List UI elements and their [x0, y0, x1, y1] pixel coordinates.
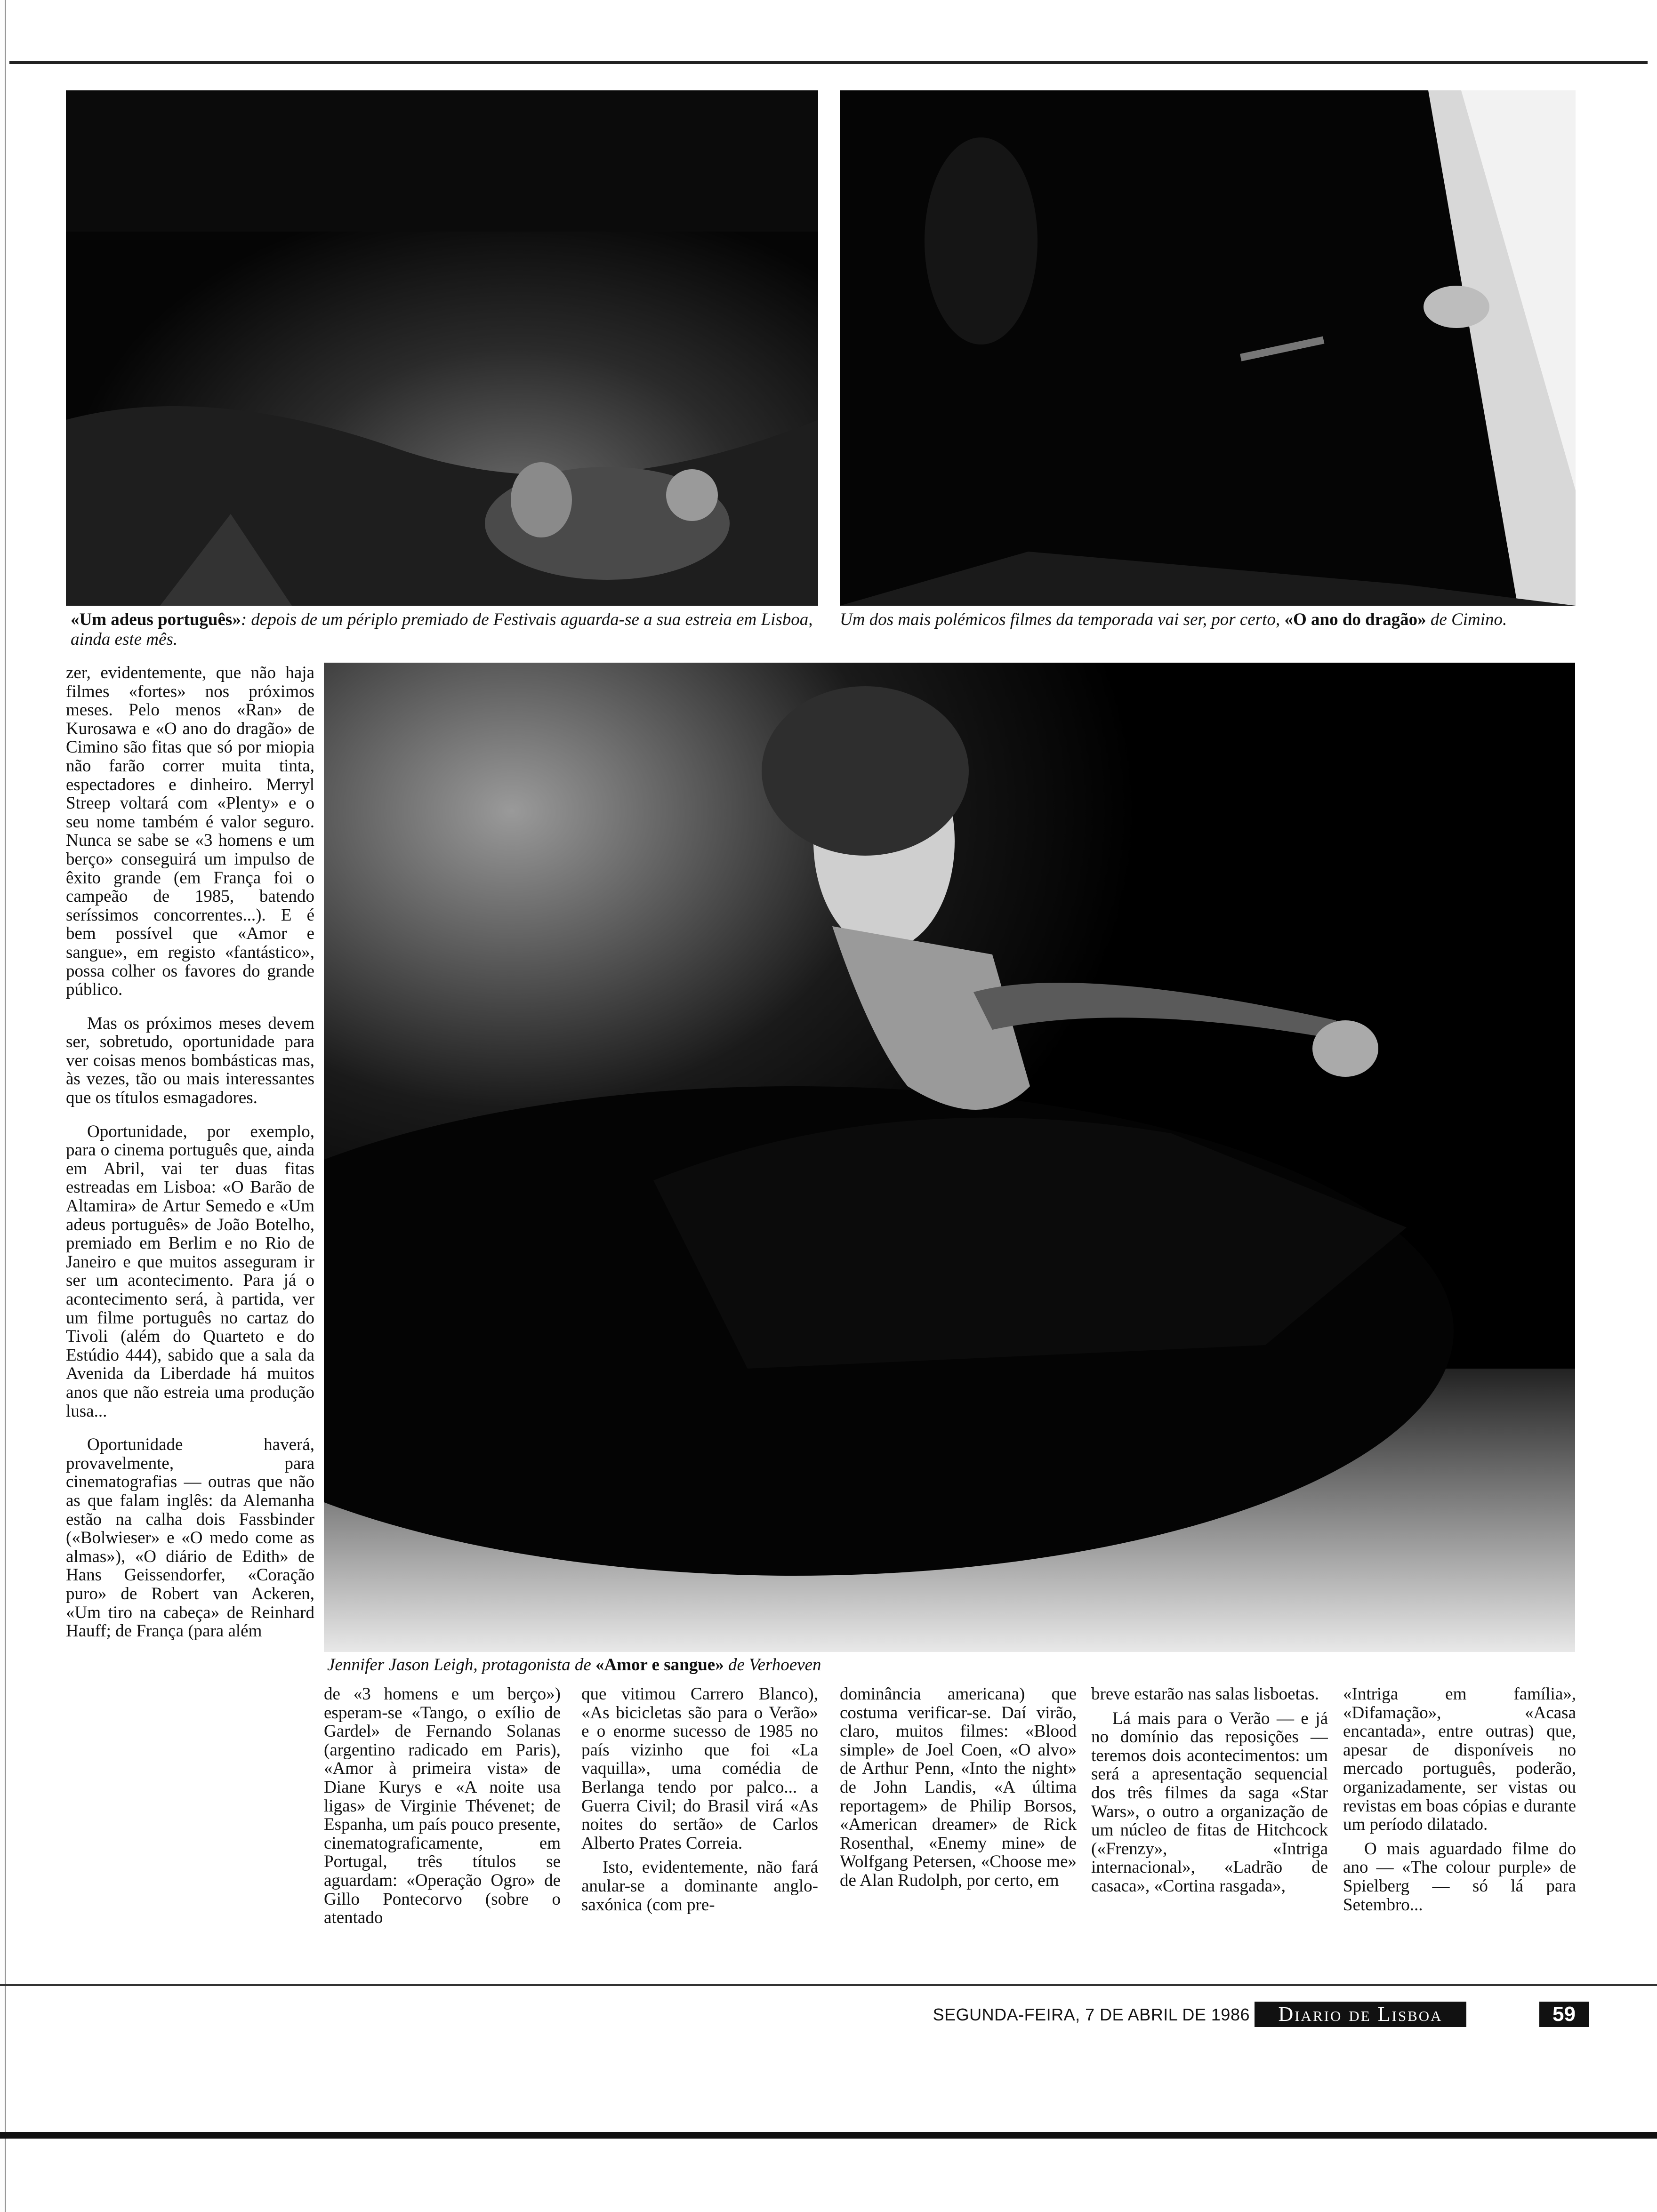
article-column-6	[1343, 1685, 1576, 1948]
article-paragraph: Mas os próximos meses devem ser, sobretudo, oportunidade para ver coisas menos bombásticas mas, às vezes, tão ou mais interessantes que os títulos esmagadores.	[66, 1013, 314, 1108]
caption-photo-2-text-before: Um dos mais polémicos filmes da temporada vai ser, por certo,	[840, 610, 1285, 629]
caption-photo-1-title: «Um adeus português»	[71, 610, 241, 629]
caption-photo-3-title: «Amor e sangue»	[595, 1655, 724, 1675]
footer-masthead-logo: Diario de Lisboa	[1255, 2002, 1466, 2027]
article-column-2	[324, 1685, 561, 1948]
article-paragraph: Lá mais para o Verão — e já no domínio das reposições — teremos dois acontecimentos: um será a apresentação sequencial dos três filmes da saga «Star Wars», o outro a organização de um núcleo de fitas de Hitchcock («Frenzy», «Intriga internacional», «Ladrão de casaca», «Cortina rasgada»,	[1091, 1708, 1328, 1896]
footer-date: SEGUNDA-FEIRA, 7 DE ABRIL DE 1986	[933, 2005, 1250, 2024]
caption-photo-3-text-before: Jennifer Jason Leigh, protagonista de	[327, 1655, 596, 1675]
caption-photo-3-text-after: de Verhoeven	[724, 1655, 821, 1675]
caption-photo-1-text: : depois de um périplo premiado de Festivais aguarda-se a sua estreia em Lisboa, ainda este mês.	[71, 610, 813, 649]
article-left-column	[66, 664, 314, 1958]
article-column-5	[1091, 1685, 1328, 1948]
photo-um-adeus-portugues	[66, 90, 818, 606]
article-paragraph: breve estarão nas salas lisboetas.	[1091, 1685, 1319, 1704]
photo-o-ano-do-dragao-image	[840, 90, 1576, 606]
article-paragraph: zer, evidentemente, que não haja filmes «fortes» nos próximos meses. Pelo menos «Ran» de Kurosawa e «O ano do dragão» de Cimino são fitas que só por miopia não farão correr muita tinta, espectadores e dinheiro. Merryl Streep voltará com «Plenty» e o seu nome também é valor seguro. Nunca se sabe se «3 homens e um berço» conseguirá um impulso de êxito grande (em França foi o campeão de 1985, batendo seríssimos concorrentes...). E é bem possível que «Amor e sangue», em registo «fantástico», possa colher os favores do grande público.	[66, 664, 314, 1000]
article-column-3	[581, 1685, 818, 1948]
article-paragraph: Oportunidade, por exemplo, para o cinema português que, ainda em Abril, vai ter duas fitas estreadas em Lisboa: «O Barão de Altamira» de Artur Semedo e «Um adeus português» de João Botelho, premiado em Berlim e no Rio de Janeiro e que muitos asseguram ir ser um acontecimento. Para já o acontecimento será, à partida, ver um filme português no cartaz do Tivoli (além do Quarteto e do Estúdio 444), sabido que a sala da Avenida da Liberdade há muitos anos que não estreia uma produção lusa...	[66, 1122, 314, 1421]
photo-o-ano-do-dragao	[840, 90, 1576, 606]
article-paragraph: de «3 homens e um berço») esperam-se «Tango, o exílio de Gardel» de Fernando Solanas (argentino radicado em Paris), «Amor à primeira vista» de Diane Kurys e «A noite usa ligas» de Virginie Thévenet; de Espanha, um país pouco presente, cinematograficamente, em Portugal, três títulos se aguardam: «Operação Ogro» de Gillo Pontecorvo (sobre o atentado	[324, 1685, 561, 1928]
article-paragraph: Oportunidade haverá, provavelmente, para cinematografias — outras que não as que falam inglês: da Alemanha estão na calha dois Fassbinder («Bolwieser» e «O medo come as almas»), «O diário de Edith» de Hans Geissendorfer, «Coração puro» de Robert van Ackeren, «Um tiro na cabeça» de Reinhard Hauff; de França (para além	[66, 1435, 314, 1641]
article-paragraph: dominância americana) que costuma verificar-se. Daí virão, claro, muitos filmes: «Blood simple» de Joel Coen, «O alvo» de Arthur Penn, «Into the night» de John Landis, «A última reportagem» de Philip Borsos, «American dreamer» de Rick Rosenthal, «Enemy mine» de Wolfgang Petersen, «Choose me» de Alan Rudolph, por certo, em	[840, 1685, 1077, 1890]
caption-photo-2	[840, 610, 1579, 630]
page-number: 59	[1539, 2002, 1589, 2027]
bottom-rule	[0, 2132, 1657, 2139]
article-paragraph: «Intriga em família», «Difamação», «Acasa encantada», entre outras) que, apesar de disponíveis no mercado português, poderão, organizadamente, ser vistas ou revistas em boas cópias e durante um período dilatado.	[1343, 1685, 1576, 1835]
photo-jennifer-jason-leigh-image	[324, 663, 1575, 1652]
article-paragraph: que vitimou Carrero Blanco), «As bicicletas são para o Verão» e o enorme sucesso de 1985 no país vizinho que foi «La vaquilla», uma comédia de Berlanga tendo por palco... a Guerra Civil; do Brasil virá «As noites do sertão» de Carlos Alberto Prates Correia.	[581, 1685, 818, 1853]
caption-photo-3	[327, 1655, 1410, 1675]
page-left-edge	[0, 0, 6, 2212]
top-rule	[9, 61, 1648, 64]
article-paragraph: Isto, evidentemente, não fará anular-se a dominante anglo-saxónica (com pre-	[581, 1858, 818, 1915]
caption-photo-1	[71, 610, 819, 649]
caption-photo-2-text-after: de Cimino.	[1426, 610, 1507, 629]
caption-photo-2-title: «O ano do dragão»	[1284, 610, 1426, 629]
article-column-4	[840, 1685, 1077, 1948]
photo-jennifer-jason-leigh	[324, 663, 1575, 1652]
footer-rule	[0, 1984, 1657, 1986]
article-paragraph: O mais aguardado filme do ano — «The colour purple» de Spielberg — só lá para Setembro...	[1343, 1839, 1576, 1915]
photo-um-adeus-portugues-image	[66, 90, 818, 606]
